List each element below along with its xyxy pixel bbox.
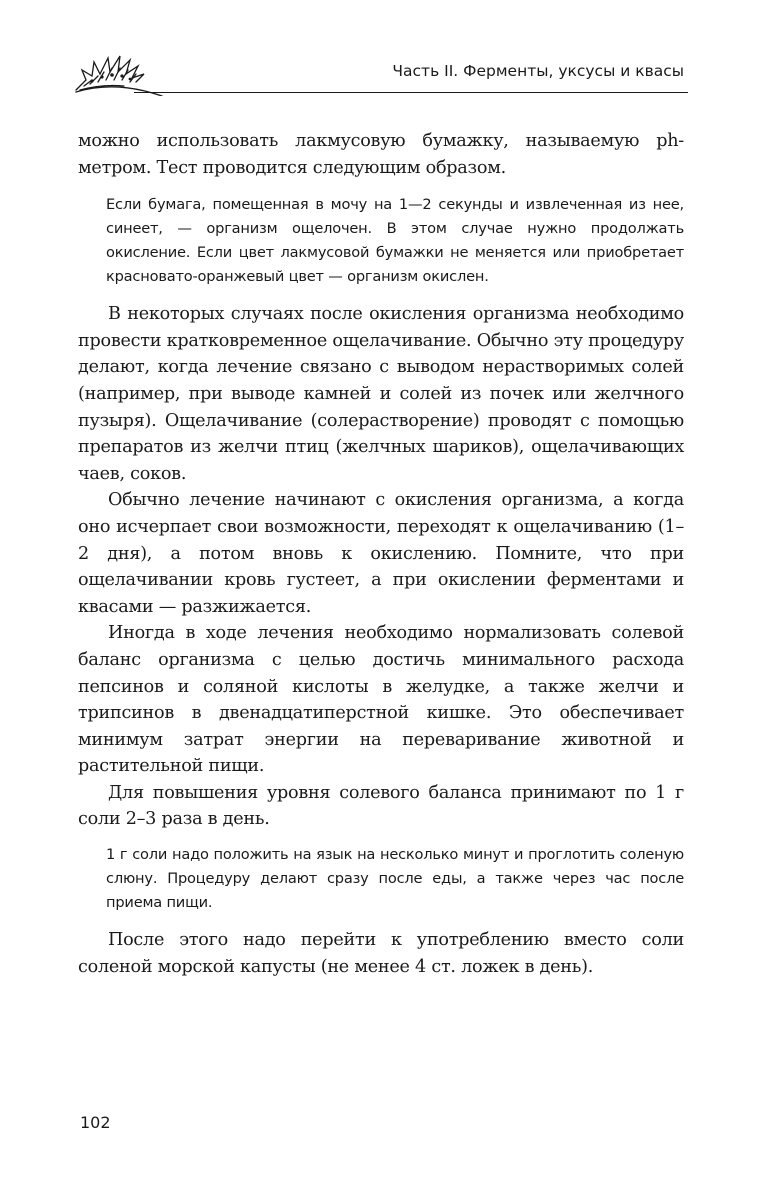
- paragraph-4: Иногда в ходе лечения необходимо нормализовать солевой баланс организма с целью достичь минимального расхода пепсинов и соляной кислоты в желудке, а также желчи и трипсинов в двенадцатиперстной кишке. Это обеспечивает минимум затрат энергии на переваривание животной и растительной пищи.: [78, 623, 684, 777]
- paragraph-1: можно использовать лакмусовую бумажку, называемую ph-метром. Тест проводится следующим образом.: [78, 131, 684, 178]
- running-header: [72, 44, 688, 96]
- header-divider: [134, 92, 688, 93]
- paragraph-5: Для повышения уровня солевого баланса принимают по 1 г соли 2–3 раза в день.: [78, 782, 684, 830]
- paragraph-2: В некоторых случаях после окисления организма необходимо провести кратковременное ощелачивание. Обычно эту процедуру делают, когда лечение связано с выводом нерастворимых солей (например, при выводе камней и солей из почек или желчного пузыря). Ощелачивание (солерастворение) проводят с помощью препаратов из желчи птиц (желчных шариков), ощелачивающих чаев, соков.: [78, 304, 684, 484]
- paragraph-6: После этого надо перейти к употреблению вместо соли соленой морской капусты (не менее 4 ст. ложек в день).: [78, 930, 684, 977]
- note-salt-intake: 1 г соли надо положить на язык на несколько минут и проглотить соленую слюну. Процедуру делают сразу после еды, а также через час после приема пищи.: [106, 846, 684, 912]
- text-column: [78, 128, 684, 980]
- paragraph-3: Обычно лечение начинают с окисления организма, а когда оно исчерпает свои возможности, переходят к ощелачиванию (1–2 дня), а потом вновь к окислению. Помните, что при ощелачивании кровь густеет, а при окислении ферментами и квасами — разжижается.: [78, 490, 684, 617]
- note-litmus-test: Если бумага, помещенная в мочу на 1—2 секунды и извлеченная из нее, синеет, — организм ощелочен. В этом случае нужно продолжать окисление. Если цвет лакмусовой бумажки не меняется или приобретает красновато-оранжевый цвет — организм окислен.: [106, 196, 684, 286]
- page-number: 102: [80, 1113, 111, 1132]
- sun-rays-icon: [72, 50, 164, 96]
- chapter-title: Часть II. Ферменты, уксусы и квасы: [392, 62, 684, 80]
